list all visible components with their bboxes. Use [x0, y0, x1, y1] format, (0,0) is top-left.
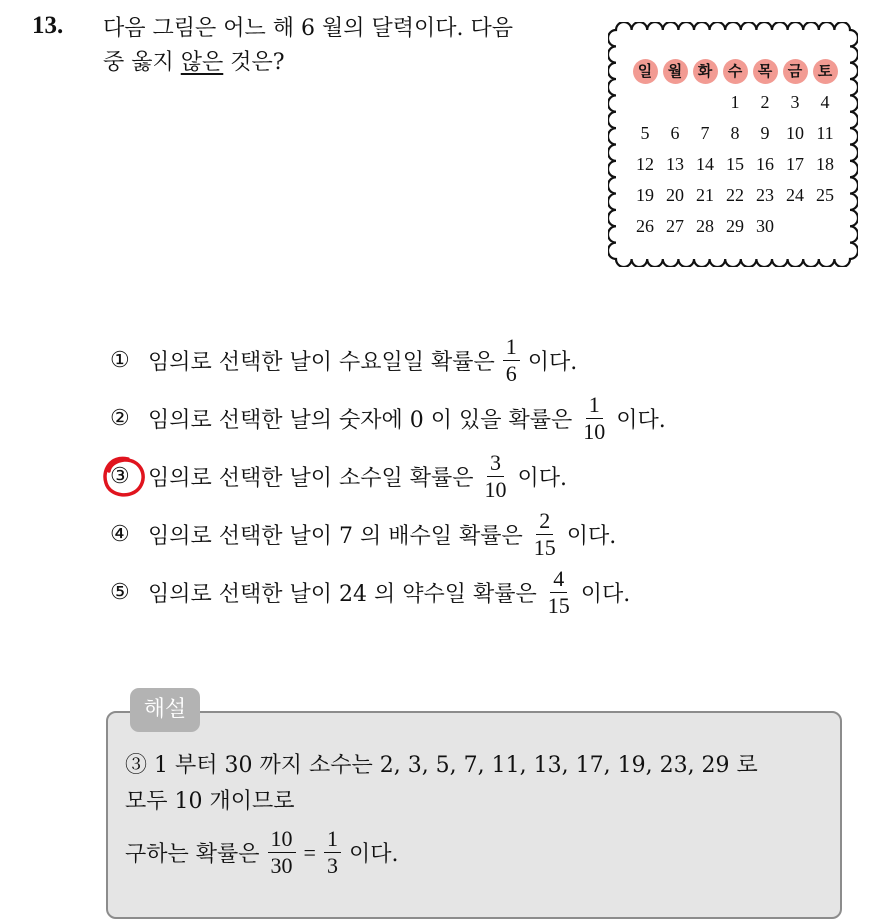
fraction-1-3: [324, 826, 341, 879]
fraction-denominator: 10: [583, 418, 606, 444]
calendar-day: 8: [730, 123, 740, 143]
calendar-day: 21: [696, 185, 714, 205]
calendar-day: 19: [636, 185, 654, 205]
weekday-header: [630, 59, 660, 84]
calendar-day: 13: [666, 154, 684, 174]
choice-3[interactable]: [110, 446, 567, 506]
explanation-line-1: ③ 1 부터 30 까지 소수는 2, 3, 5, 7, 11, 13, 17, 19, 23, 29 로: [125, 753, 758, 778]
equals-sign: =: [303, 839, 316, 865]
fraction-denominator: 15: [547, 592, 570, 618]
formula-suffix: 이다.: [348, 842, 399, 867]
fraction-numerator: 1: [586, 392, 603, 419]
fraction-10-30: [268, 826, 296, 879]
choice-number: ⑤: [110, 579, 130, 605]
calendar-week-row: [630, 118, 848, 149]
question-line-2-pre: 중 옳지: [103, 50, 181, 75]
choice-number: ③: [110, 463, 130, 489]
underlined-word: 않은: [180, 50, 224, 75]
fraction-numerator: 2: [536, 508, 553, 535]
calendar-day: 2: [760, 92, 770, 112]
weekday-circle: 금: [783, 59, 808, 84]
choice-suffix: 이다.: [616, 407, 666, 433]
calendar-day: 7: [700, 123, 710, 143]
calendar-day: 3: [790, 92, 800, 112]
calendar-week-row: [630, 211, 848, 242]
weekday-header: [750, 59, 780, 84]
calendar-day: 25: [816, 185, 834, 205]
choice-2[interactable]: [110, 388, 666, 448]
calendar-grid: [630, 56, 848, 242]
calendar-day: 9: [760, 123, 770, 143]
explanation-label: 해설: [130, 688, 200, 732]
fraction-denominator: 30: [270, 853, 293, 878]
weekday-header: [660, 59, 690, 84]
question-number: 13.: [32, 12, 64, 39]
fraction-numerator: 1: [324, 826, 341, 853]
choice-fraction: [580, 392, 608, 445]
choice-fraction: [503, 334, 520, 387]
weekday-circle: 일: [633, 59, 658, 84]
june-calendar: [608, 22, 858, 267]
fraction-numerator: 10: [268, 826, 296, 853]
choice-text: 임의로 선택한 날의 숫자에 0 이 있을 확률은: [148, 407, 573, 433]
formula-prefix: 구하는 확률은: [125, 842, 260, 867]
calendar-week-row: [630, 149, 848, 180]
choice-text: 임의로 선택한 날이 24 의 약수일 확률은: [148, 581, 537, 607]
question-line-1: 다음 그림은 어느 해 6 월의 달력이다. 다음: [103, 16, 513, 41]
calendar-day: 4: [820, 92, 830, 112]
calendar-day: 23: [756, 185, 774, 205]
choice-suffix: 이다.: [580, 581, 631, 607]
calendar-day: 17: [786, 154, 804, 174]
fraction-numerator: 1: [503, 334, 520, 361]
choice-1[interactable]: [110, 330, 577, 390]
choice-text: 임의로 선택한 날이 소수일 확률은: [148, 465, 474, 491]
question-line-2: [103, 46, 583, 80]
weekday-circle: 월: [663, 59, 688, 84]
explanation-formula: [125, 826, 398, 879]
choice-fraction: [482, 450, 510, 503]
question-text: [103, 12, 583, 80]
calendar-day: 29: [726, 216, 744, 236]
explanation-text: [125, 748, 835, 820]
calendar-day-rows: [630, 87, 848, 242]
fraction-numerator: 4: [550, 566, 567, 593]
calendar-day: 28: [696, 216, 714, 236]
weekday-circle: 수: [723, 59, 748, 84]
weekday-header: [720, 59, 750, 84]
calendar-day: 12: [636, 154, 654, 174]
choice-suffix: 이다.: [566, 523, 617, 549]
choice-5[interactable]: [110, 562, 630, 622]
weekday-header: [690, 59, 720, 84]
calendar-day: 22: [726, 185, 744, 205]
weekday-circle: 토: [813, 59, 838, 84]
fraction-numerator: 3: [487, 450, 504, 477]
fraction-denominator: 6: [505, 360, 517, 386]
weekday-header: [810, 59, 840, 84]
calendar-day: 27: [666, 216, 684, 236]
choice-number: ①: [110, 347, 130, 373]
calendar-day: 10: [786, 123, 804, 143]
fraction-denominator: 3: [326, 853, 338, 878]
calendar-day: 5: [640, 123, 650, 143]
calendar-day: 16: [756, 154, 774, 174]
answer-circle-mark: [98, 451, 150, 501]
calendar-day: 26: [636, 216, 654, 236]
calendar-day: 20: [666, 185, 684, 205]
choice-text: 임의로 선택한 날이 수요일일 확률은: [148, 349, 495, 375]
choice-fraction: [545, 566, 573, 619]
calendar-day: 1: [730, 92, 740, 112]
weekday-header: [780, 59, 810, 84]
calendar-weekday-row: [630, 56, 848, 87]
question-line-2-post: 것은?: [223, 50, 285, 75]
choice-number: ④: [110, 521, 130, 547]
calendar-day: 6: [670, 123, 680, 143]
calendar-day: 18: [816, 154, 834, 174]
calendar-week-row: [630, 180, 848, 211]
calendar-week-row: [630, 87, 848, 118]
choice-text: 임의로 선택한 날이 7 의 배수일 확률은: [148, 523, 523, 549]
fraction-denominator: 15: [533, 534, 556, 560]
weekday-circle: 화: [693, 59, 718, 84]
explanation-line-2: 모두 10 개이므로: [125, 789, 295, 814]
weekday-circle: 목: [753, 59, 778, 84]
choice-suffix: 이다.: [527, 349, 578, 375]
choice-number: ②: [110, 405, 130, 431]
calendar-day: 30: [756, 216, 774, 236]
choice-4[interactable]: [110, 504, 616, 564]
choice-suffix: 이다.: [517, 465, 568, 491]
calendar-day: 14: [696, 154, 714, 174]
fraction-denominator: 10: [484, 476, 507, 502]
calendar-day: 11: [816, 123, 834, 143]
calendar-day: 15: [726, 154, 744, 174]
calendar-day: 24: [786, 185, 804, 205]
choice-fraction: [531, 508, 559, 561]
